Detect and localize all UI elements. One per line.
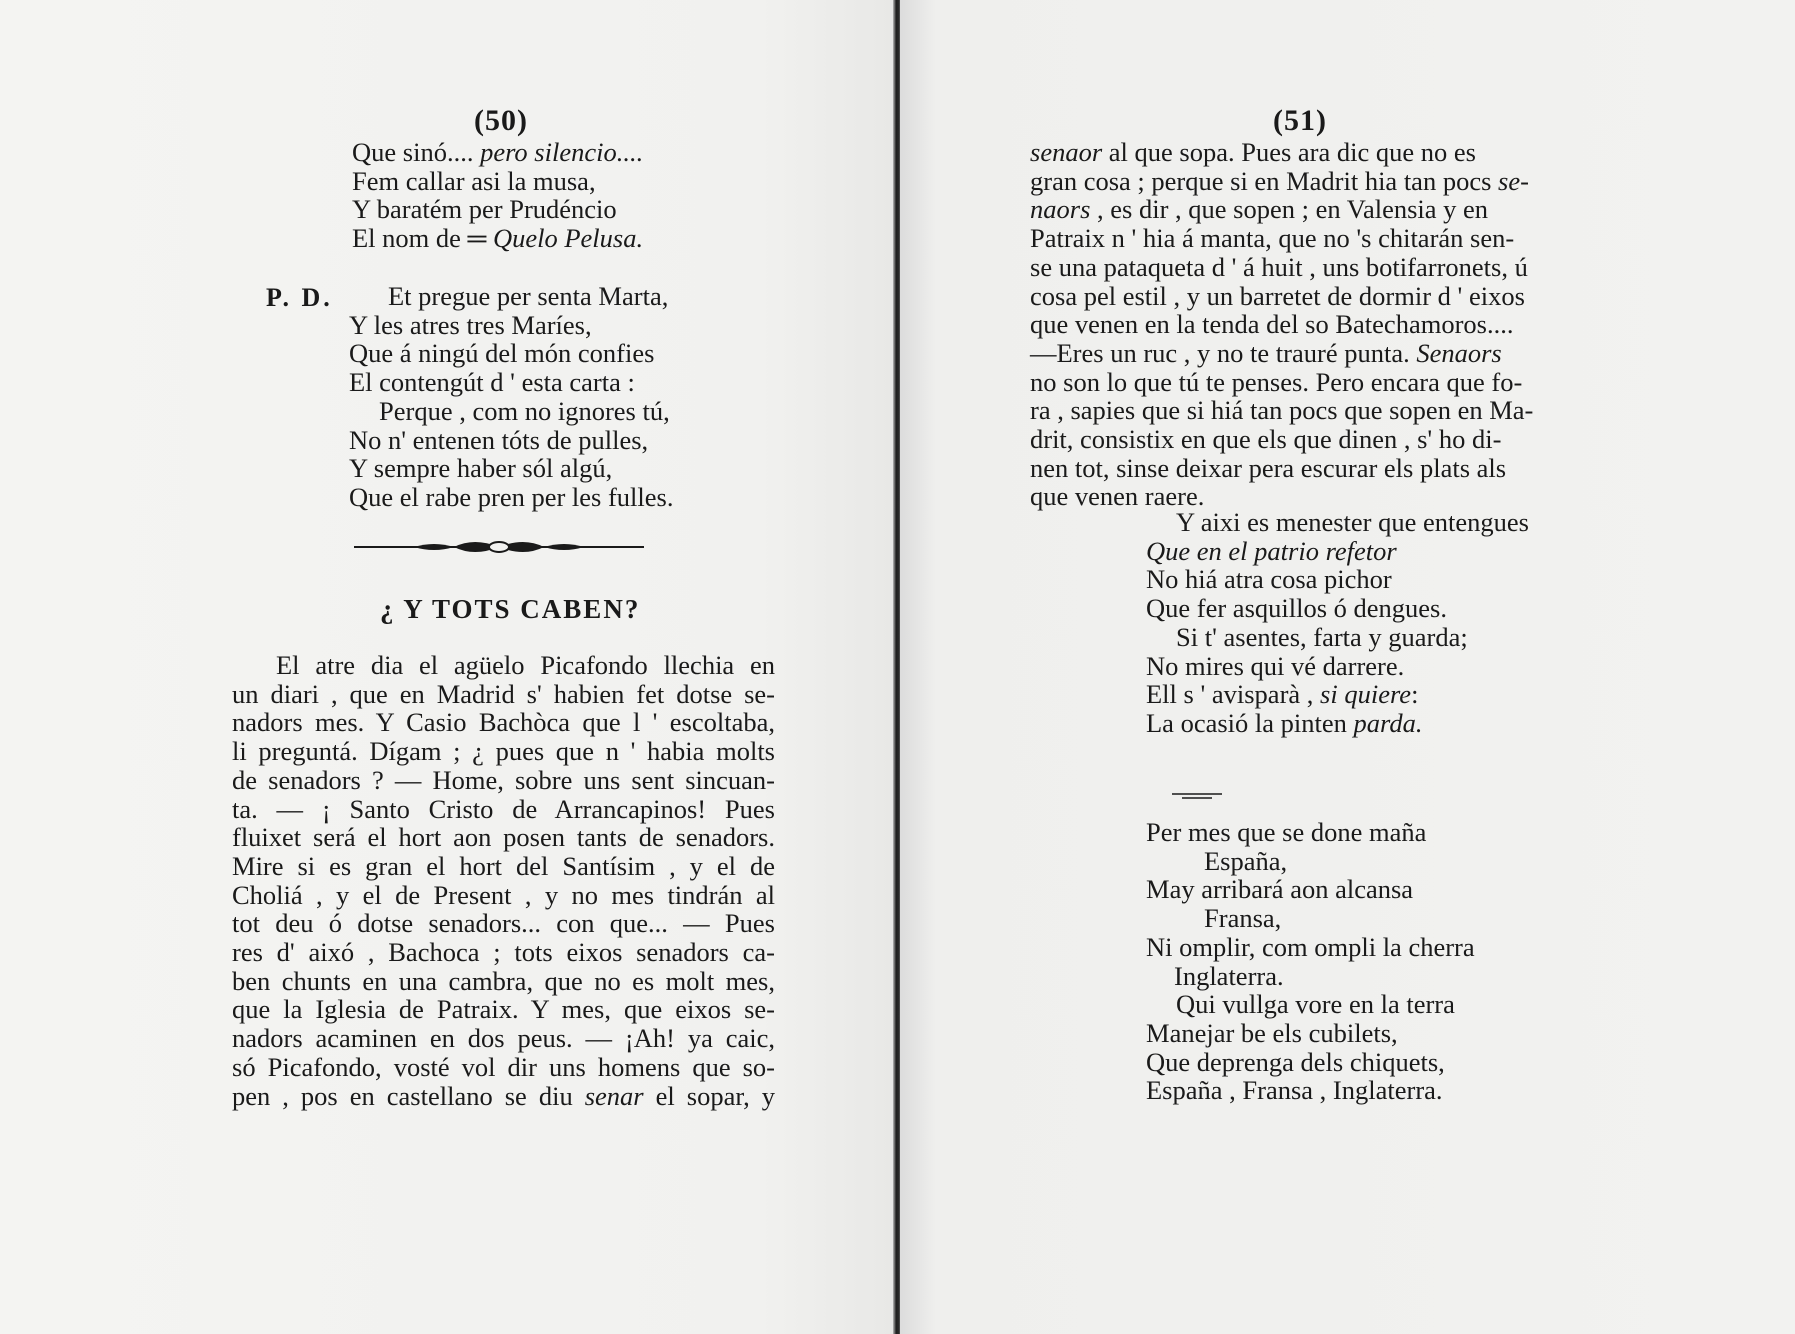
text-segment: res d' aixó , Bachoca ; tots eixos senadors ca- <box>232 937 775 967</box>
text-line <box>1030 395 1534 426</box>
text-segment: Fem callar asi la musa, <box>352 165 596 196</box>
text-segment: ta. — ¡ Santo Cristo de Arrancapinos! Pues <box>232 793 775 824</box>
text-line <box>352 223 643 253</box>
text-segment: ra , sapies que si hiá tan pocs que sopen en Ma- <box>1030 395 1534 426</box>
text-line <box>232 736 775 766</box>
text-line: Que deprenga dels chiquets, <box>1146 1046 1445 1077</box>
text-segment: fluixet será el hort aon posen tants de senadors. <box>232 822 775 853</box>
text-line <box>1030 137 1476 167</box>
text-segment: ben chunts en una cambra, que no es molt mes, <box>232 965 775 996</box>
text-segment: el sopar, y <box>643 1080 775 1111</box>
pd-label: P. D. <box>266 283 333 312</box>
text-segment: tot deu ó dotse senadors... con que... — Pues <box>232 908 775 939</box>
text-segment: drit, consistix en que els que dinen , s' ho di- <box>1030 424 1502 454</box>
text-line <box>232 707 775 737</box>
text-line <box>1146 564 1392 594</box>
text-segment: nadors acaminen en dos peus. — ¡Ah! ya caic, <box>232 1023 775 1054</box>
text-segment: Mire si es gran el hort del Santísim , y el de <box>232 850 775 881</box>
text-line <box>1176 507 1529 537</box>
text-line: Y les atres tres Maríes, <box>349 309 592 340</box>
text-line <box>1146 679 1418 709</box>
text-line: España, <box>1204 845 1288 876</box>
text-line: Qui vullga vore en la terra <box>1176 989 1455 1020</box>
text-line <box>1030 366 1523 397</box>
text-line: Fransa, <box>1204 903 1282 934</box>
section-title: ¿ Y TOTS CABEN? <box>380 594 641 624</box>
text-line: España , Fransa , Inglaterra. <box>1146 1075 1443 1106</box>
text-line: Et pregue per senta Marta, <box>388 281 669 311</box>
text-line <box>1146 708 1422 738</box>
text-line: No n' entenen tóts de pulles, <box>349 424 649 455</box>
text-line <box>1146 593 1447 623</box>
text-line <box>1030 194 1489 225</box>
text-line <box>1176 622 1468 652</box>
text-line <box>1030 424 1502 454</box>
text-line <box>232 822 775 852</box>
text-segment: que la Iglesia de Patraix. Y mes, que eixos se- <box>232 994 775 1025</box>
text-line: Inglaterra. <box>1174 960 1284 991</box>
text-line <box>232 937 775 967</box>
italic-text: senaor <box>1030 137 1103 167</box>
page-number: (50) <box>474 104 528 137</box>
text-line <box>232 851 775 881</box>
text-line <box>352 166 596 196</box>
text-line <box>352 137 643 167</box>
text-segment: pen , pos en castellano se diu <box>232 1080 585 1111</box>
text-segment: Que fer asquillos ó dengues. <box>1146 593 1447 624</box>
text-segment: El atre dia el agüelo Picafondo llechia en <box>276 650 775 680</box>
text-segment: se una pataqueta d ' á huit , uns botifarronets, ú <box>1030 251 1528 282</box>
right-page <box>900 0 1795 1334</box>
italic-text: Que en el patrio refetor <box>1146 535 1397 566</box>
italic-text: naors <box>1030 194 1091 225</box>
text-line <box>232 794 775 824</box>
text-segment: un diari , que en Madrid s' habien fet dotse se- <box>232 678 775 709</box>
text-segment: La ocasió la pinten <box>1146 707 1354 738</box>
left-page <box>0 0 895 1334</box>
text-line: Que á ningú del món confies <box>349 338 655 369</box>
text-segment: Si t' asentes, farta y guarda; <box>1176 621 1468 652</box>
text-line <box>232 880 775 910</box>
text-line <box>232 679 775 709</box>
dash-divider <box>1172 791 1222 801</box>
text-segment: El nom de ═ <box>352 223 493 254</box>
text-segment: nadors mes. Y Casio Bachòca que l ' escoltaba, <box>232 707 775 738</box>
text-line: El contengút d ' esta carta : <box>349 367 635 398</box>
page-number: (51) <box>1273 104 1327 137</box>
text-line <box>1030 280 1525 311</box>
italic-text: se- <box>1498 165 1529 196</box>
text-segment: de senadors ? — Home, sobre uns sent sincuan- <box>232 764 775 795</box>
text-segment: li preguntá. Dígam ; ¿ pues que n ' habia molts <box>232 736 775 767</box>
text-line: Per mes que se done maña <box>1146 817 1427 847</box>
text-line <box>1030 165 1529 196</box>
text-line <box>1146 536 1397 566</box>
text-segment: no son lo que tú te penses. Pero encara que fo- <box>1030 366 1523 397</box>
italic-text: Senaors <box>1416 337 1502 368</box>
text-segment: No mires qui vé darrere. <box>1146 650 1405 681</box>
text-line: Manejar be els cubilets, <box>1146 1017 1398 1048</box>
text-segment: No hiá atra cosa pichor <box>1146 564 1392 595</box>
text-line <box>352 194 617 224</box>
text-segment: que venen raere. <box>1030 481 1205 512</box>
text-line <box>1146 651 1404 681</box>
text-line <box>232 908 775 938</box>
text-line <box>232 1081 775 1111</box>
text-segment: —Eres un ruc , y no te trauré punta. <box>1030 337 1417 368</box>
text-segment: cosa pel estil , y un barretet de dormir d ' eixos <box>1030 280 1525 311</box>
text-segment: Y aixi es menester que entengues <box>1176 507 1529 537</box>
italic-text: parda. <box>1353 707 1423 738</box>
text-line <box>232 966 775 996</box>
text-line <box>1030 251 1528 282</box>
text-segment: Choliá , y el de Present , y no mes tindrán al <box>232 879 775 910</box>
text-segment: Ell s ' avisparà , <box>1146 679 1321 710</box>
text-segment: só Picafondo, vosté vol dir uns homens que so- <box>232 1051 775 1082</box>
ornament-divider <box>354 535 644 559</box>
text-segment: que venen en la tenda del so Batechamoros.... <box>1030 309 1514 340</box>
text-segment: , es dir , que sopen ; en Valensia y en <box>1090 194 1489 225</box>
text-line <box>1030 337 1502 368</box>
text-line <box>1030 223 1515 254</box>
italic-text: Quelo Pelusa. <box>492 223 644 254</box>
text-segment: gran cosa ; perque si en Madrit hia tan pocs <box>1030 165 1499 196</box>
text-line <box>276 650 775 680</box>
text-segment: nen tot, sinse deixar pera escurar els plats als <box>1030 452 1507 483</box>
text-line <box>232 765 775 795</box>
italic-text: si quiere <box>1320 679 1412 710</box>
text-segment: Patraix n ' hia á manta, que no 's chitarán sen- <box>1030 223 1515 254</box>
text-line: May arribará aon alcansa <box>1146 874 1414 905</box>
text-line <box>232 994 775 1024</box>
text-line <box>232 1052 775 1082</box>
text-line: Perque , com no ignores tú, <box>379 395 670 426</box>
text-segment: al que sopa. Pues ara dic que no es <box>1102 137 1476 167</box>
text-segment: : <box>1411 679 1419 710</box>
text-line: Ni omplir, com ompli la cherra <box>1146 931 1475 962</box>
text-line <box>232 1023 775 1053</box>
text-segment: Y baratém per Prudéncio <box>352 194 617 225</box>
text-line: Que el rabe pren per les fulles. <box>349 481 674 512</box>
italic-text: senar <box>584 1080 644 1111</box>
italic-text: pero silencio.... <box>480 137 644 167</box>
text-segment: Que sinó.... <box>352 137 481 167</box>
text-line <box>1030 309 1514 340</box>
text-line <box>1030 452 1507 483</box>
text-line: Y sempre haber sól algú, <box>349 453 613 484</box>
